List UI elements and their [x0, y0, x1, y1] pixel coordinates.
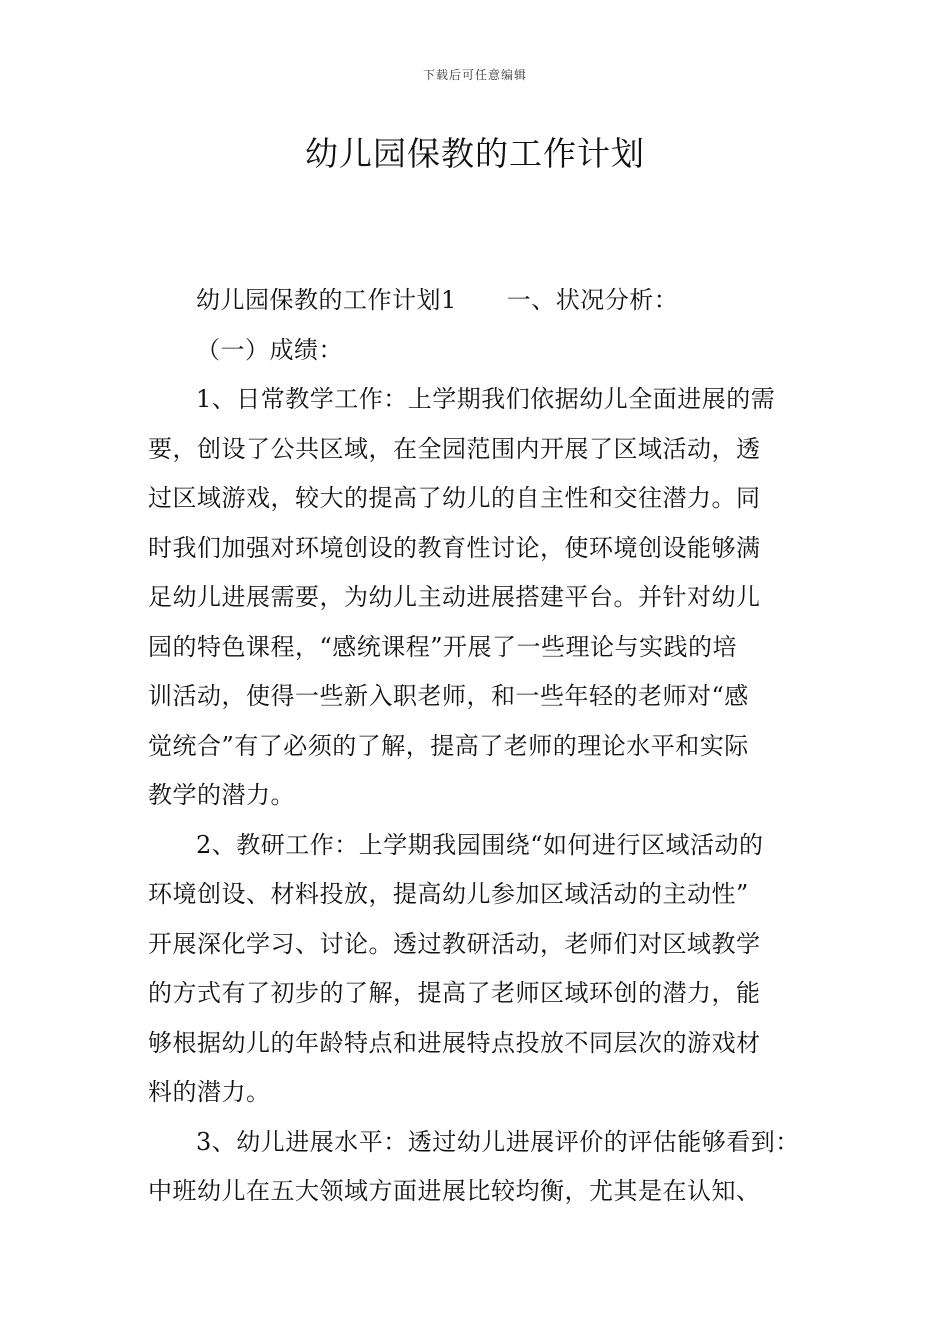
paragraph-line: 过区域游戏，较大的提高了幼儿的自主性和交往潜力。同 — [148, 484, 761, 512]
paragraph-line: 料的潜力。 — [148, 1078, 271, 1106]
paragraph-line: 3、幼儿进展水平：透过幼儿进展评价的评估能够看到： — [196, 1127, 800, 1156]
paragraph-line: 要，创设了公共区域，在全园范围内开展了区域活动，透 — [148, 434, 761, 463]
section-heading: 一、状况分析： — [506, 286, 679, 314]
paragraph-line: 训活动，使得一些新入职老师，和一些年轻的老师对“感 — [148, 682, 749, 710]
plan-label: 幼儿园保教的工作计划1 — [196, 286, 457, 314]
paragraph-line: 觉统合”有了必须的了解，提高了老师的理论水平和实际 — [148, 731, 749, 760]
paragraph-line: 环境创设、材料投放，提高幼儿参加区域活动的主动性” — [148, 880, 749, 908]
paragraph-line: 1、日常教学工作：上学期我们依据幼儿全面进展的需 — [196, 385, 776, 413]
plan-heading-line — [148, 276, 820, 326]
document-title: 幼儿园保教的工作计划 — [305, 134, 645, 173]
document-body — [148, 276, 820, 1217]
paragraph-line: 开展深化学习、讨论。透过教研活动，老师们对区域教学 — [148, 929, 761, 958]
paragraph-line: 的方式有了初步的了解，提高了老师区域环创的潜力，能 — [148, 979, 761, 1007]
paragraph-line: 中班幼儿在五大领域方面进展比较均衡，尤其是在认知、 — [148, 1177, 761, 1205]
paragraph-line: 2、教研工作：上学期我园围绕“如何进行区域活动的 — [196, 830, 764, 859]
paragraph-line: 园的特色课程，“感统课程”开展了一些理论与实践的培 — [148, 632, 738, 661]
paragraph-line: 时我们加强对环境创设的教育性讨论，使环境创设能够满 — [148, 533, 761, 562]
paragraph-line: 足幼儿进展需要，为幼儿主动进展搭建平台。并针对幼儿 — [148, 583, 761, 611]
subsection-heading: （一）成绩： — [196, 335, 343, 364]
paragraph-line: 够根据幼儿的年龄特点和进展特点投放不同层次的游戏材 — [148, 1028, 761, 1057]
header-note: 下载后可任意编辑 — [422, 68, 527, 82]
paragraph-line: 教学的潜力。 — [148, 781, 295, 809]
